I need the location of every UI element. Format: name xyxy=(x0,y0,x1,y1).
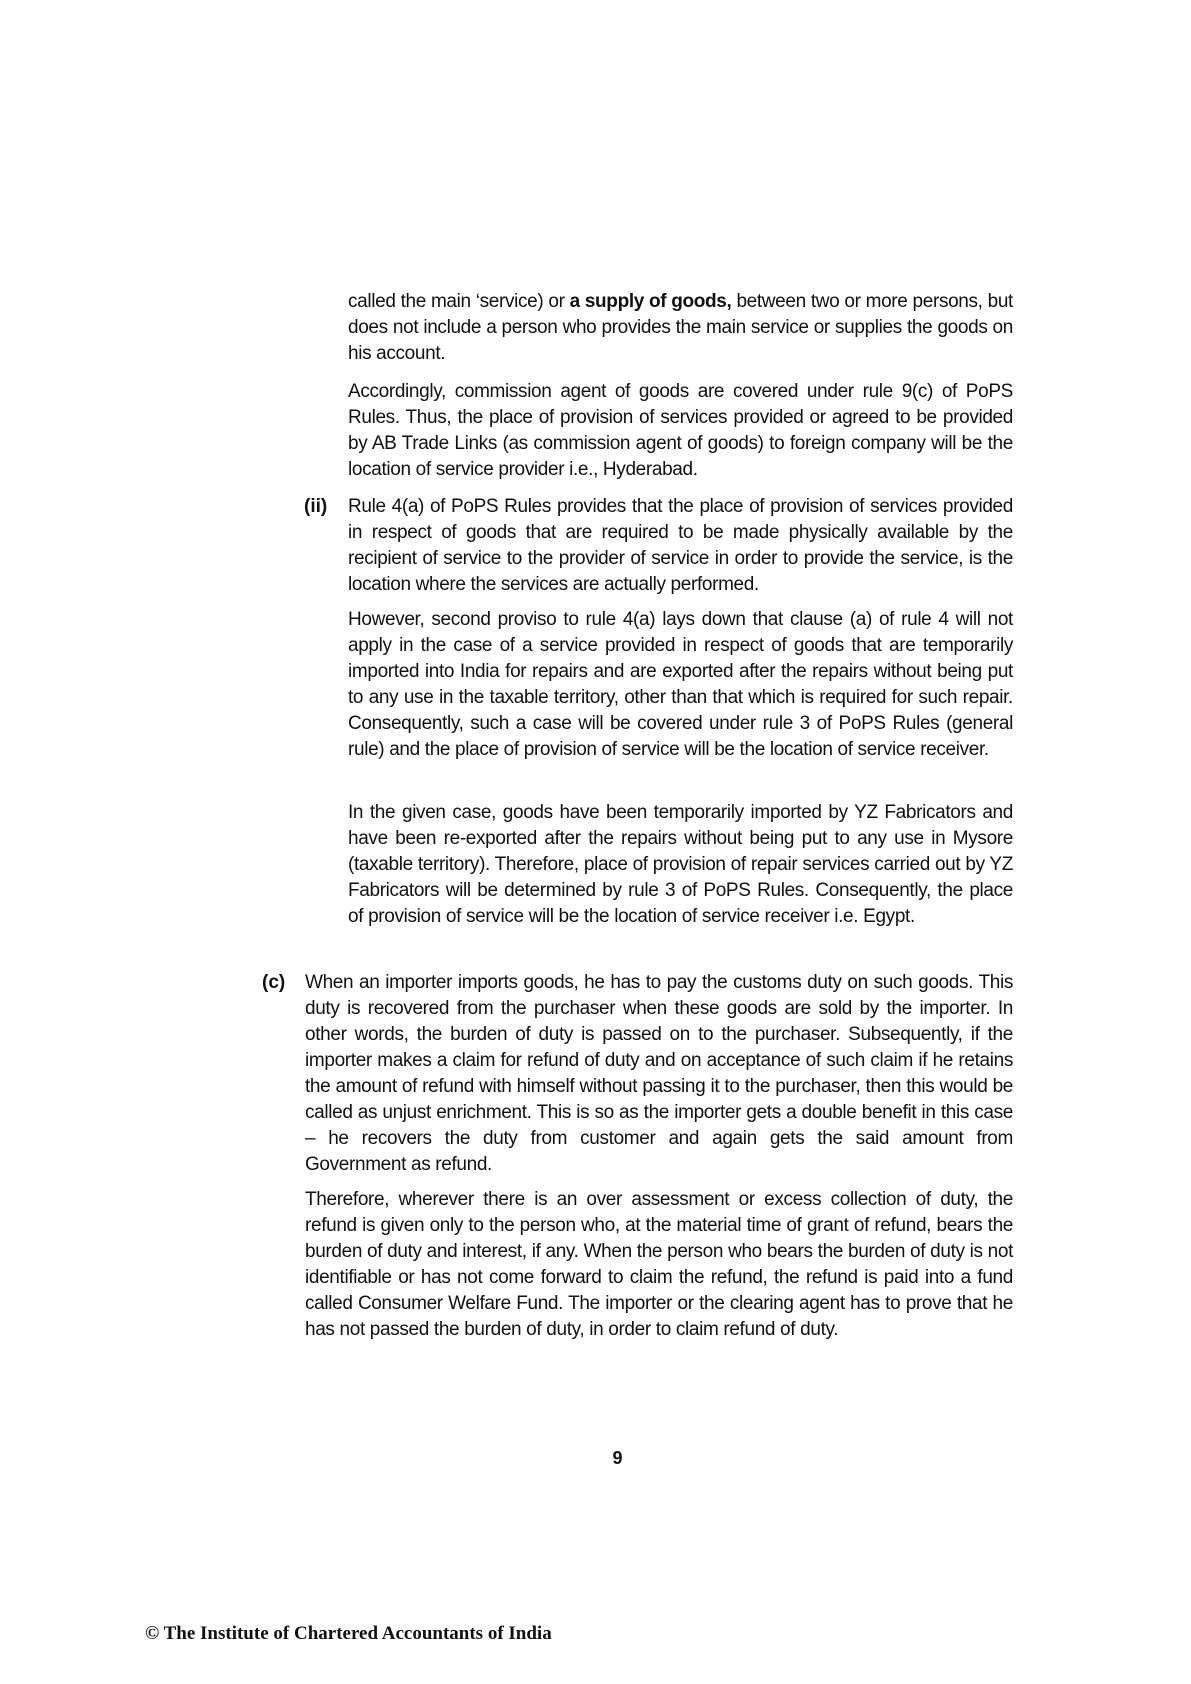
item-ii-paragraph-3: In the given case, goods have been temporarily imported by YZ Fabricators and have been re-exported after the repairs without being put to any use in Mysore (taxable territory). Therefore, place of provision of repair services carried out by YZ Fabricators will be determined by rule 3 of PoPS Rules. Consequently, the place of provision of service will be the location of service receiver i.e. Egypt. xyxy=(348,802,1013,927)
item-c-marker: (c) xyxy=(262,972,286,993)
footer-copyright: © The Institute of Chartered Accountants of India xyxy=(145,1623,552,1644)
item-c-paragraph-2: Therefore, wherever there is an over assessment or excess collection of duty, the refund is given only to the person who, at the material time of grant of refund, bears the burden of duty and interest, if any. When the person who bears the burden of duty is not identifiable or has not come forward to claim the refund, the refund is paid into a fund called Consumer Welfare Fund. The importer or the clearing agent has to prove that he has not passed the burden of duty, in order to claim refund of duty. xyxy=(305,1189,1013,1340)
continuation-text-end: between two or more persons, but does not include a person who provides the main service or supplies the goods on his account. xyxy=(348,291,1013,364)
item-c-paragraph-1: When an importer imports goods, he has to pay the customs duty on such goods. This duty is recovered from the purchaser when these goods are sold by the importer. In other words, the burden of duty is passed on to the purchaser. Subsequently, if the importer makes a claim for refund of duty and on acceptance of such claim if he retains the amount of refund with himself without passing it to the purchaser, then this would be called as unjust enrichment. This is so as the importer gets a double benefit in this case – he recovers the duty from customer and again gets the said amount from Government as refund. xyxy=(305,972,1013,1175)
accordingly-paragraph: Accordingly, commission agent of goods are covered under rule 9(c) of PoPS Rules. Thus, the place of provision of services provided or agreed to be provided by AB Trade Links (as commission agent of goods) to foreign company will be the location of service provider i.e., Hyderabad. xyxy=(348,381,1013,480)
page-number: 9 xyxy=(612,1448,623,1468)
item-ii-marker: (ii) xyxy=(304,496,328,517)
item-ii-paragraph-1: Rule 4(a) of PoPS Rules provides that the place of provision of services provided in respect of goods that are required to be made physically available by the recipient of service to the provider of service in order to provide the service, is the location where the services are actually performed. xyxy=(348,496,1013,595)
continuation-paragraph xyxy=(348,289,1013,367)
item-ii-paragraph-2: However, second proviso to rule 4(a) lays down that clause (a) of rule 4 will not apply in the case of a service provided in respect of goods that are temporarily imported into India for repairs and are exported after the repairs without being put to any use in the taxable territory, other than that which is required for such repair. Consequently, such a case will be covered under rule 3 of PoPS Rules (general rule) and the place of provision of service will be the location of service receiver. xyxy=(348,609,1013,760)
continuation-text-start: called the main ‘service) or xyxy=(348,291,570,312)
supply-of-goods-bold: a supply of goods, xyxy=(569,291,732,312)
